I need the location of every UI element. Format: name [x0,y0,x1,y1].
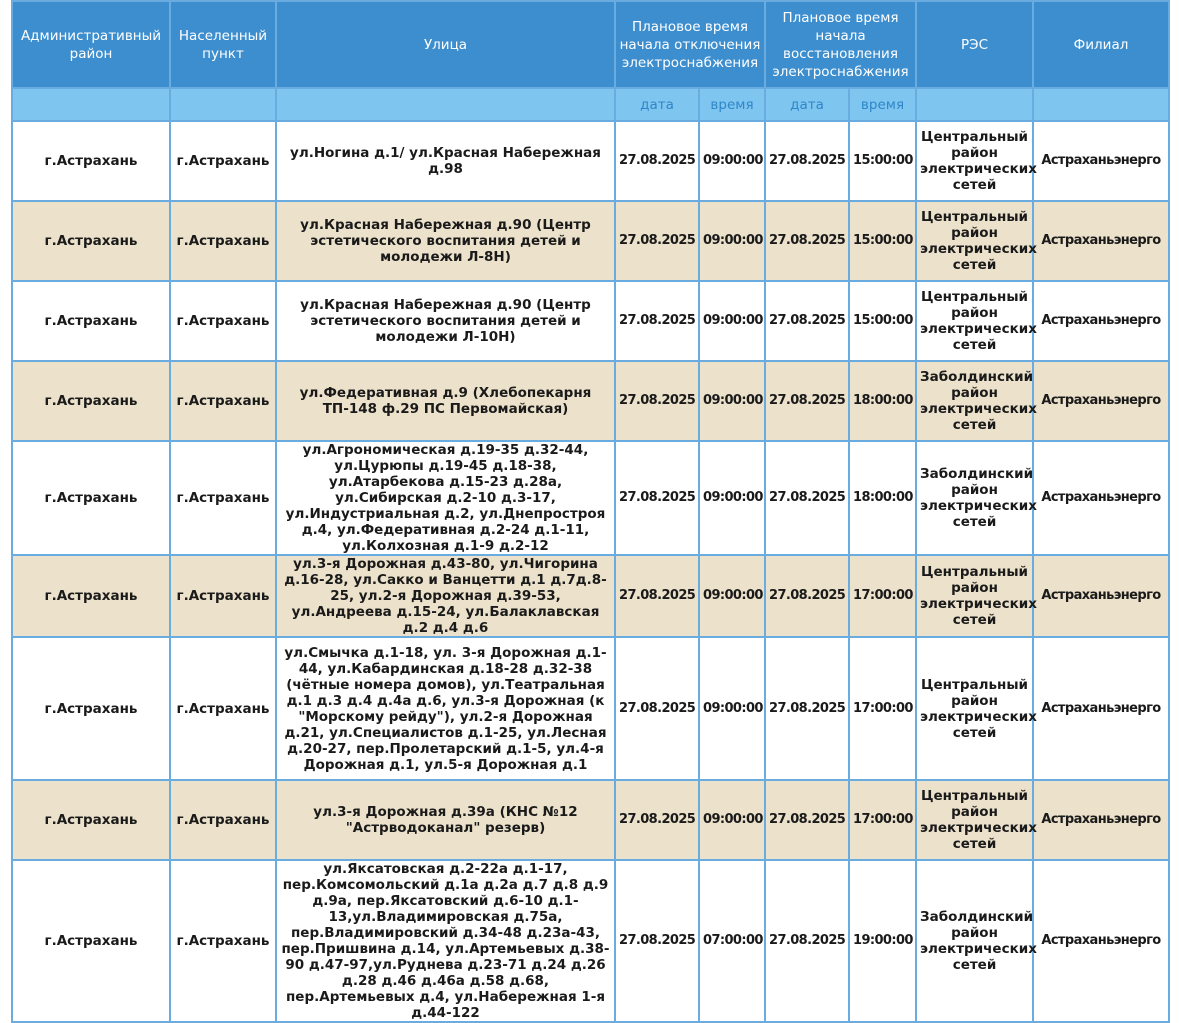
cell-street: ул.Агрономическая д.19-35 д.32-44, ул.Цурюпы д.19-45 д.18-38, ул.Атарбекова д.15-23 д.28а, ул.Сибирская д.2-10 д.3-17, ул.Индустриальная д.2, ул.Днепростроя д.4, ул.Федеративная д.2-24 д.1-11, ул.Колхозная д.1-9 д.2-12 [276,441,615,555]
cell-street: ул.3-я Дорожная д.43-80, ул.Чигорина д.16-28, ул.Сакко и Ванцетти д.1 д.7д.8-25, ул.2-я Дорожная д.39-53, ул.Андреева д.15-24, ул.Балаклавская д.2 д.4 д.6 [276,555,615,637]
cell-start-date: 27.08.2025 [615,860,699,1022]
cell-branch: Астраханьэнерго [1033,780,1169,860]
subheader-empty [916,88,1033,121]
cell-district: г.Астрахань [12,361,170,441]
cell-branch: Астраханьэнерго [1033,201,1169,281]
cell-start-time: 09:00:00 [699,555,765,637]
cell-street: ул.Смычка д.1-18, ул. 3-я Дорожная д.1-44, ул.Кабардинская д.18-28 д.32-38 (чётные номера домов), ул.Театральная д.1 д.3 д.4 д.4а д.6, ул.3-я Дорожная (к "Морскому рейду"), ул.2-я Дорожная д.21, ул.Специалистов д.1-25, ул.Лесная д.20-27, пер.Пролетарский д.1-5, ул.4-я Дорожная д.1, ул.5-я Дорожная д.1 [276,637,615,780]
cell-end-date: 27.08.2025 [765,121,849,201]
table-row [12,441,1169,555]
cell-start-time: 09:00:00 [699,441,765,555]
cell-res: Центральный район электрических сетей [916,637,1033,780]
subheader-empty [1033,88,1169,121]
cell-end-time: 19:00:00 [849,860,916,1022]
cell-district: г.Астрахань [12,201,170,281]
cell-start-time: 09:00:00 [699,121,765,201]
cell-branch: Астраханьэнерго [1033,637,1169,780]
header-branch: Филиал [1033,1,1169,88]
subheader-start-time: время [699,88,765,121]
cell-district: г.Астрахань [12,441,170,555]
header-res: РЭС [916,1,1033,88]
cell-end-date: 27.08.2025 [765,637,849,780]
cell-locality: г.Астрахань [170,121,276,201]
cell-res: Центральный район электрических сетей [916,201,1033,281]
cell-district: г.Астрахань [12,637,170,780]
cell-locality: г.Астрахань [170,441,276,555]
cell-street: ул.Красная Набережная д.90 (Центр эстетического воспитания детей и молодежи Л-10Н) [276,281,615,361]
cell-end-date: 27.08.2025 [765,780,849,860]
cell-start-date: 27.08.2025 [615,201,699,281]
cell-end-date: 27.08.2025 [765,860,849,1022]
cell-start-time: 09:00:00 [699,780,765,860]
cell-start-date: 27.08.2025 [615,121,699,201]
cell-locality: г.Астрахань [170,281,276,361]
cell-district: г.Астрахань [12,860,170,1022]
cell-end-time: 15:00:00 [849,201,916,281]
header-district: Административный район [12,1,170,88]
cell-locality: г.Астрахань [170,860,276,1022]
cell-start-date: 27.08.2025 [615,780,699,860]
header-end-group: Плановое время начала восстановления электроснабжения [765,1,916,88]
cell-start-time: 09:00:00 [699,201,765,281]
cell-end-time: 17:00:00 [849,637,916,780]
outage-schedule-table [11,0,1170,1023]
cell-branch: Астраханьэнерго [1033,441,1169,555]
cell-locality: г.Астрахань [170,555,276,637]
cell-start-date: 27.08.2025 [615,637,699,780]
cell-branch: Астраханьэнерго [1033,281,1169,361]
table-row [12,281,1169,361]
table-row [12,637,1169,780]
cell-branch: Астраханьэнерго [1033,555,1169,637]
table-row [12,780,1169,860]
cell-res: Заболдинский район электрических сетей [916,361,1033,441]
cell-street: ул.Ногина д.1/ ул.Красная Набережная д.98 [276,121,615,201]
cell-locality: г.Астрахань [170,201,276,281]
cell-district: г.Астрахань [12,555,170,637]
table-row [12,860,1169,1022]
cell-end-date: 27.08.2025 [765,555,849,637]
cell-end-time: 17:00:00 [849,780,916,860]
cell-locality: г.Астрахань [170,361,276,441]
subheader-empty [12,88,170,121]
cell-start-date: 27.08.2025 [615,281,699,361]
cell-locality: г.Астрахань [170,637,276,780]
cell-end-time: 17:00:00 [849,555,916,637]
cell-res: Центральный район электрических сетей [916,121,1033,201]
cell-res: Центральный район электрических сетей [916,780,1033,860]
cell-street: ул.Яксатовская д.2-22а д.1-17, пер.Комсомольский д.1а д.2а д.7 д.8 д.9 д.9а, пер.Яксатовский д.6-10 д.1-13,ул.Владимировская д.75а, пер.Владимировский д.34-48 д.23а-43, пер.Пришвина д.14, ул.Артемьевых д.38-90 д.47-97,ул.Руднева д.23-71 д.24 д.26 д.28 д.46 д.46а д.58 д.68, пер.Артемьевых д.4, ул.Набережная 1-я д.44-122 [276,860,615,1022]
cell-res: Центральный район электрических сетей [916,281,1033,361]
cell-end-time: 18:00:00 [849,361,916,441]
cell-res: Центральный район электрических сетей [916,555,1033,637]
header-street: Улица [276,1,615,88]
cell-street: ул.Федеративная д.9 (Хлебопекарня ТП-148 ф.29 ПС Первомайская) [276,361,615,441]
subheader-end-time: время [849,88,916,121]
subheader-end-date: дата [765,88,849,121]
header-locality: Населенный пункт [170,1,276,88]
cell-street: ул.Красная Набережная д.90 (Центр эстетического воспитания детей и молодежи Л-8Н) [276,201,615,281]
cell-district: г.Астрахань [12,780,170,860]
cell-district: г.Астрахань [12,281,170,361]
cell-end-time: 18:00:00 [849,441,916,555]
table-row [12,555,1169,637]
cell-district: г.Астрахань [12,121,170,201]
table-row [12,201,1169,281]
cell-end-time: 15:00:00 [849,121,916,201]
header-start-group: Плановое время начала отключения электроснабжения [615,1,765,88]
cell-res: Заболдинский район электрических сетей [916,860,1033,1022]
cell-end-date: 27.08.2025 [765,441,849,555]
cell-end-date: 27.08.2025 [765,281,849,361]
cell-start-date: 27.08.2025 [615,441,699,555]
cell-branch: Астраханьэнерго [1033,860,1169,1022]
cell-locality: г.Астрахань [170,780,276,860]
subheader-empty [276,88,615,121]
cell-street: ул.3-я Дорожная д.39а (КНС №12 "Астрводоканал" резерв) [276,780,615,860]
cell-end-date: 27.08.2025 [765,201,849,281]
cell-res: Заболдинский район электрических сетей [916,441,1033,555]
cell-start-time: 07:00:00 [699,860,765,1022]
table-row [12,121,1169,201]
table-row [12,361,1169,441]
cell-start-time: 09:00:00 [699,281,765,361]
subheader-start-date: дата [615,88,699,121]
cell-end-date: 27.08.2025 [765,361,849,441]
cell-start-time: 09:00:00 [699,361,765,441]
cell-start-time: 09:00:00 [699,637,765,780]
cell-end-time: 15:00:00 [849,281,916,361]
cell-branch: Астраханьэнерго [1033,361,1169,441]
header-row [12,1,1169,88]
subheader-empty [170,88,276,121]
cell-start-date: 27.08.2025 [615,555,699,637]
subheader-row [12,88,1169,121]
cell-start-date: 27.08.2025 [615,361,699,441]
cell-branch: Астраханьэнерго [1033,121,1169,201]
